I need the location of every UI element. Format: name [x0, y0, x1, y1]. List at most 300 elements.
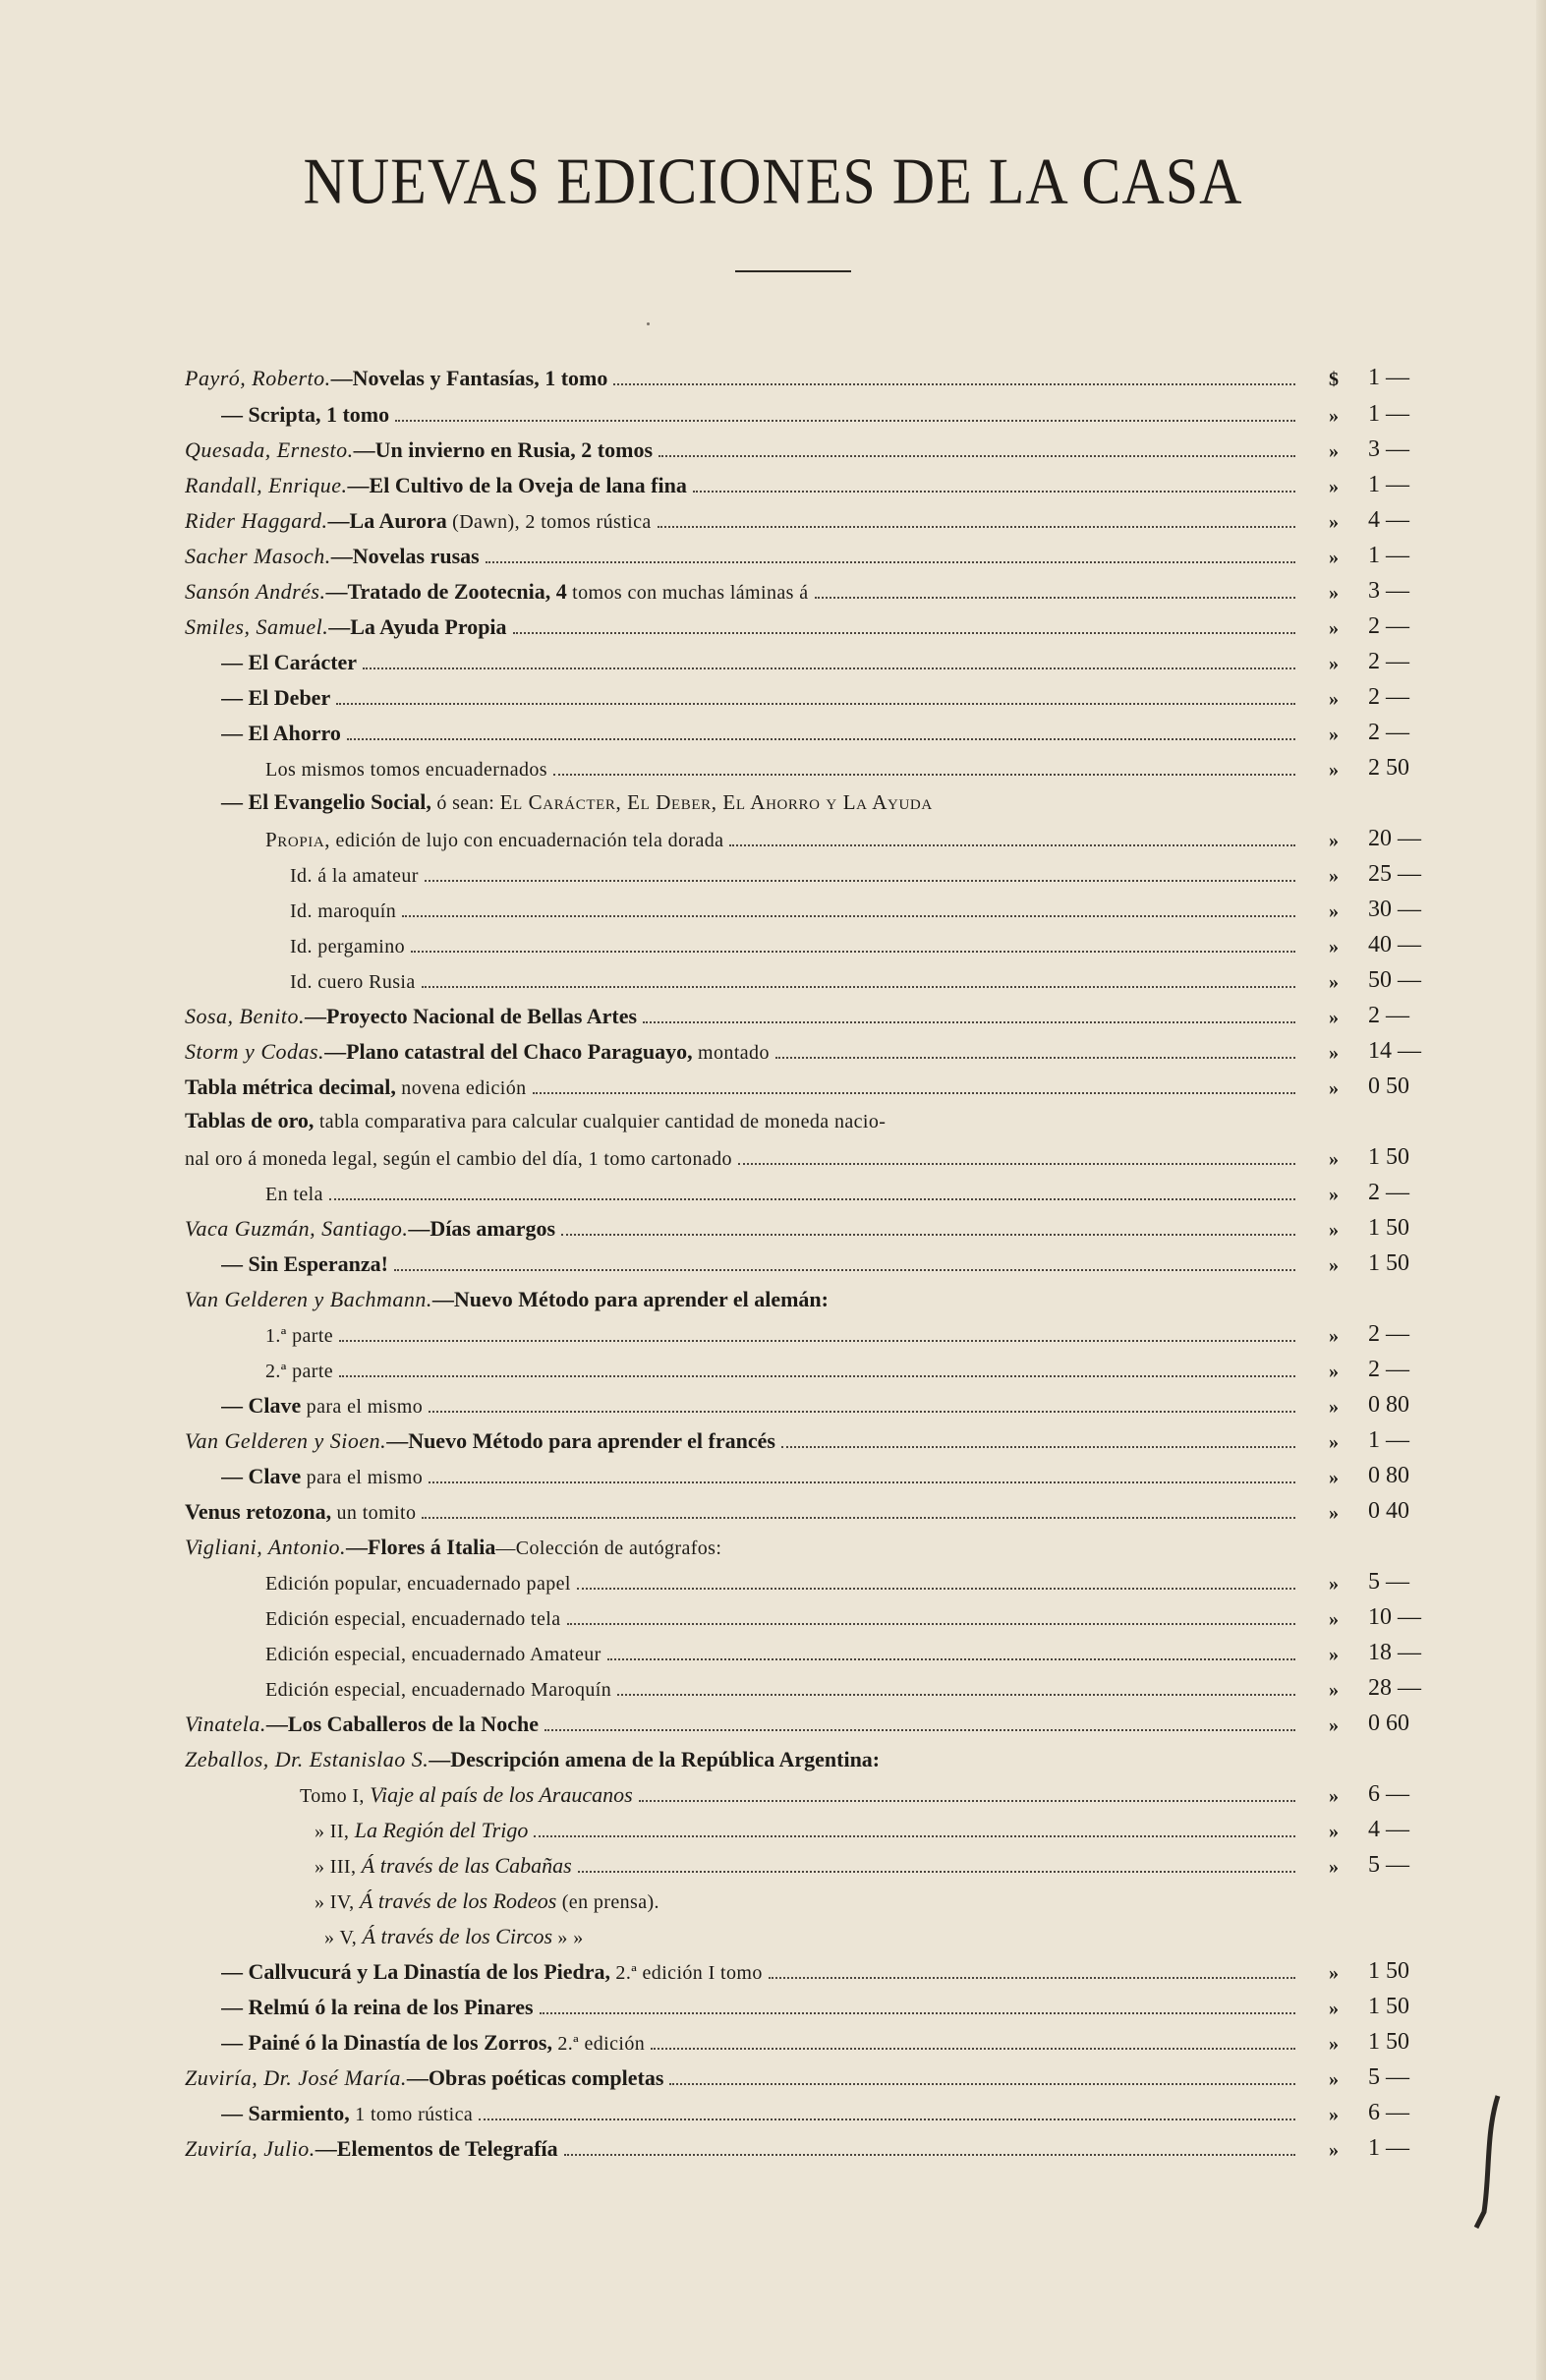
dot-leader — [402, 915, 1295, 917]
catalog-entry — [0, 1531, 1546, 1566]
catalog-entry — [0, 1177, 1546, 1212]
price: 1 — — [1368, 543, 1409, 568]
entry-description — [185, 364, 1299, 391]
entry-first-line — [185, 1108, 886, 1133]
entry-text: La Región del Trigo — [354, 1818, 529, 1842]
price: 2 — — [1368, 1321, 1409, 1347]
entry-description — [185, 1710, 1299, 1737]
entry-description — [290, 896, 1299, 923]
entry-description — [290, 966, 1299, 994]
catalog-entry — [0, 434, 1546, 469]
entry-description — [185, 471, 1299, 498]
entry-text: — Relmú ó la reina de los Pinares — [221, 1995, 534, 2019]
price: 3 — — [1368, 578, 1409, 604]
catalog-entry — [0, 717, 1546, 752]
entry-description — [221, 1957, 1299, 1985]
dot-leader — [336, 703, 1295, 705]
currency-mark: » — [1329, 617, 1339, 639]
entry-description — [221, 1391, 1299, 1419]
currency-mark: » — [1329, 1785, 1339, 1807]
catalog-entry — [0, 894, 1546, 929]
dot-leader — [411, 951, 1295, 953]
currency-mark: » — [1329, 688, 1339, 710]
price: 4 — — [1368, 507, 1409, 533]
entry-text: —Tratado de Zootecnia, 4 — [325, 579, 567, 604]
catalog-entry — [0, 1318, 1546, 1354]
catalog-entry — [0, 398, 1546, 434]
price: 1 — — [1368, 401, 1409, 427]
currency-mark: » — [1329, 1821, 1339, 1842]
currency-mark: » — [1329, 1467, 1339, 1488]
entry-text: Smiles, Samuel. — [185, 614, 329, 639]
price: 2 — — [1368, 649, 1409, 674]
entry-description — [185, 1143, 1299, 1171]
price: 1 50 — [1368, 1250, 1409, 1276]
entry-text: Id. cuero Rusia — [290, 971, 416, 993]
currency-mark: » — [1329, 2139, 1339, 2161]
entry-description — [265, 754, 1299, 782]
entry-text: — Sarmiento, — [221, 2101, 350, 2125]
entry-text: 2.ª parte — [265, 1361, 334, 1382]
entry-text: para el mismo — [301, 1396, 424, 1418]
price: 2 — — [1368, 1180, 1409, 1205]
price: 18 — — [1368, 1640, 1421, 1665]
entry-text: Vigliani, Antonio. — [185, 1535, 347, 1559]
entry-description — [185, 1426, 1299, 1454]
price: 3 — — [1368, 436, 1409, 462]
entry-text: Sansón Andrés. — [185, 579, 326, 604]
dot-leader — [544, 1729, 1295, 1731]
catalog-entry — [0, 1354, 1546, 1389]
currency-mark: » — [1329, 1856, 1339, 1878]
catalog-entry — [0, 540, 1546, 575]
dot-leader — [540, 2012, 1295, 2014]
dot-leader — [651, 2048, 1295, 2050]
price: 2 — — [1368, 1357, 1409, 1382]
dot-leader — [781, 1446, 1295, 1448]
currency-mark: » — [1329, 1998, 1339, 2019]
currency-mark: » — [1329, 1962, 1339, 1984]
currency-mark: » — [1329, 1714, 1339, 1736]
entry-text: Zeballos, Dr. Estanislao S. — [185, 1747, 429, 1771]
currency-mark: » — [1329, 653, 1339, 674]
entry-text: Zuviría, Julio. — [185, 2136, 315, 2161]
price: 1 — — [1368, 365, 1409, 390]
entry-text: Randall, Enrique. — [185, 473, 348, 497]
catalog-entry — [0, 2132, 1546, 2168]
entry-text: 1 tomo rústica — [349, 2104, 474, 2125]
entry-text: novena edición — [395, 1077, 527, 1099]
title-rule — [735, 270, 851, 272]
currency-mark: » — [1329, 2104, 1339, 2125]
price: 1 50 — [1368, 1215, 1409, 1241]
dot-leader — [769, 1977, 1295, 1979]
catalog-entry — [0, 646, 1546, 681]
entry-text: Viaje al país de los Araucanos — [370, 1782, 633, 1807]
entry-text: Storm y Codas. — [185, 1039, 325, 1064]
currency-mark: » — [1329, 900, 1339, 922]
entry-text: un tomito — [331, 1502, 417, 1524]
catalog-entry — [0, 1708, 1546, 1743]
currency-mark: » — [1329, 1573, 1339, 1595]
entry-text: —Nuevo Método para aprender el francés — [386, 1428, 775, 1453]
entry-description — [265, 1179, 1299, 1206]
catalog-entry — [0, 2026, 1546, 2061]
entry-text: Edición popular, encuadernado papel — [265, 1573, 571, 1595]
catalog-entry — [0, 1778, 1546, 1814]
entry-text: » II, — [315, 1821, 355, 1842]
entry-text: Edición especial, encuadernado Amateur — [265, 1644, 601, 1665]
entry-text: — Clave — [221, 1464, 302, 1488]
entry-text: Propia, — [265, 828, 331, 851]
entry-text: —Descripción amena de la República Argentina: — [429, 1747, 881, 1771]
entry-description — [221, 2099, 1299, 2126]
price: 10 — — [1368, 1604, 1421, 1630]
dot-leader — [329, 1198, 1295, 1200]
entry-text: —Los Caballeros de la Noche — [265, 1712, 539, 1736]
currency-mark: » — [1329, 1679, 1339, 1701]
entry-text: Á través de los Circos — [362, 1924, 553, 1948]
price: 14 — — [1368, 1038, 1421, 1064]
entry-text: Zuviría, Dr. José María. — [185, 2065, 407, 2090]
entry-text: Quesada, Ernesto. — [185, 437, 354, 462]
price: 4 — — [1368, 1817, 1409, 1842]
price: 0 80 — [1368, 1392, 1409, 1418]
catalog-entry — [0, 2061, 1546, 2097]
catalog-entry — [0, 1601, 1546, 1637]
catalog-entry — [0, 1814, 1546, 1849]
catalog-entry — [0, 362, 1546, 397]
entry-text: montado — [692, 1042, 770, 1064]
price: 2 50 — [1368, 755, 1409, 781]
entry-text: Tomo I, — [300, 1785, 371, 1807]
dot-leader — [775, 1057, 1295, 1059]
entry-text: tomos con muchas láminas á — [566, 582, 809, 604]
dot-leader — [729, 844, 1295, 846]
catalog-entry — [0, 1672, 1546, 1708]
catalog-entry — [0, 858, 1546, 894]
entry-description — [265, 1568, 1299, 1596]
dot-leader — [534, 1835, 1295, 1837]
entry-text: — Sin Esperanza! — [221, 1251, 388, 1276]
price: 2 — — [1368, 1003, 1409, 1028]
dot-leader — [578, 1871, 1295, 1873]
dot-leader — [658, 455, 1295, 457]
catalog-entry — [0, 681, 1546, 717]
dot-leader — [643, 1021, 1295, 1023]
price: 1 — — [1368, 472, 1409, 497]
entry-description — [221, 400, 1299, 428]
catalog-entry — [0, 1743, 1546, 1778]
price: 25 — — [1368, 861, 1421, 887]
price: 0 80 — [1368, 1463, 1409, 1488]
price: 5 — — [1368, 1569, 1409, 1595]
catalog-entry — [0, 1248, 1546, 1283]
entry-text: tabla comparativa para calcular cualquier cantidad de moneda nacio- — [314, 1111, 887, 1132]
currency-mark: » — [1329, 405, 1339, 427]
entry-text: —Plano catastral del Chaco Paraguayo, — [324, 1039, 693, 1064]
catalog-entry — [0, 1885, 1546, 1920]
price: 1 — — [1368, 2135, 1409, 2161]
dot-leader — [422, 986, 1295, 988]
catalog-entry — [0, 1920, 1546, 1955]
catalog-entry — [0, 964, 1546, 1000]
entry-text: para el mismo — [301, 1467, 424, 1488]
entry-description — [185, 1497, 1299, 1525]
dot-leader — [425, 880, 1295, 882]
catalog-entry — [0, 504, 1546, 540]
dot-leader — [564, 2154, 1295, 2156]
entry-text: Edición especial, encuadernado tela — [265, 1608, 561, 1630]
price: 1 — — [1368, 1427, 1409, 1453]
currency-mark: » — [1329, 1254, 1339, 1276]
dot-leader — [577, 1588, 1295, 1590]
currency-mark: » — [1329, 936, 1339, 958]
dot-leader — [617, 1694, 1295, 1696]
dot-leader — [339, 1340, 1295, 1342]
currency-mark: » — [1329, 1042, 1339, 1064]
catalog-entry — [0, 1035, 1546, 1071]
entry-text: 1.ª parte — [265, 1325, 334, 1347]
currency-mark: » — [1329, 511, 1339, 533]
currency-mark: » — [1329, 1325, 1339, 1347]
catalog-entry — [0, 752, 1546, 787]
entry-text: —Elementos de Telegrafía — [315, 2136, 558, 2161]
entry-description — [315, 1851, 1299, 1879]
price: 1 50 — [1368, 1144, 1409, 1170]
price: 40 — — [1368, 932, 1421, 958]
dot-leader — [486, 561, 1295, 563]
dot-leader — [669, 2083, 1295, 2085]
entry-text: Venus retozona, — [185, 1499, 332, 1524]
currency-mark: » — [1329, 971, 1339, 993]
entry-description — [315, 1816, 1299, 1843]
entry-text: —La Aurora — [327, 508, 447, 533]
dot-leader — [639, 1800, 1295, 1802]
entry-text: Payró, Roberto. — [185, 366, 331, 390]
catalog-entry — [0, 789, 1546, 858]
entry-description — [185, 435, 1299, 463]
catalog-entry — [0, 1212, 1546, 1248]
entry-text: (en prensa). — [556, 1891, 659, 1913]
dot-leader — [815, 597, 1295, 599]
entry-text: 2.ª edición I tomo — [610, 1962, 763, 1984]
currency-mark: » — [1329, 1431, 1339, 1453]
currency-mark: » — [1329, 1396, 1339, 1418]
catalog-entry — [0, 610, 1546, 646]
entry-text: —Flores á Italia — [346, 1535, 496, 1559]
entry-text: — El Evangelio Social, — [221, 789, 431, 814]
catalog-entry — [0, 1000, 1546, 1035]
currency-mark: » — [1329, 1608, 1339, 1630]
catalog-entry — [0, 1637, 1546, 1672]
entry-description — [265, 1639, 1299, 1666]
price: 50 — — [1368, 967, 1421, 993]
entry-text: » V, — [324, 1927, 363, 1948]
entry-description — [315, 1887, 1160, 1914]
catalog-entry — [0, 1849, 1546, 1885]
entry-text: El Carácter, El Deber, El Ahorro y La Ayuda — [499, 790, 933, 814]
dot-leader — [513, 632, 1295, 634]
entry-text: —Colección de autógrafos: — [495, 1538, 722, 1559]
entry-text: » III, — [315, 1856, 362, 1878]
entry-description — [265, 825, 1299, 852]
entry-description — [221, 683, 1299, 711]
currency-mark: » — [1329, 2033, 1339, 2055]
entry-text: —Obras poéticas completas — [406, 2065, 664, 2090]
entry-text: » » — [552, 1927, 584, 1948]
entry-text: Vinatela. — [185, 1712, 266, 1736]
catalog-entry — [0, 1495, 1546, 1531]
entry-text: Van Gelderen y Bachmann. — [185, 1287, 432, 1311]
currency-mark: $ — [1329, 369, 1339, 390]
currency-mark: » — [1329, 830, 1339, 851]
entry-text: Sacher Masoch. — [185, 544, 331, 568]
entry-text: Van Gelderen y Sioen. — [185, 1428, 387, 1453]
catalog-entry — [0, 2097, 1546, 2132]
entry-text: —Un invierno en Rusia, 2 tomos — [353, 437, 654, 462]
entry-description — [324, 1922, 1160, 1949]
currency-mark: » — [1329, 1361, 1339, 1382]
currency-mark: » — [1329, 1219, 1339, 1241]
catalog-entry — [0, 1460, 1546, 1495]
currency-mark: » — [1329, 582, 1339, 604]
entry-description — [185, 506, 1299, 534]
entry-description — [290, 931, 1299, 958]
entry-description — [221, 1462, 1299, 1489]
currency-mark: » — [1329, 724, 1339, 745]
entry-text: —El Cultivo de la Oveja de lana fina — [347, 473, 687, 497]
entry-text: —Nuevo Método para aprender el alemán: — [431, 1287, 829, 1311]
price: 1 50 — [1368, 1994, 1409, 2019]
price: 2 — — [1368, 613, 1409, 639]
price: 6 — — [1368, 1781, 1409, 1807]
dot-leader — [613, 383, 1295, 385]
entry-text: » IV, — [315, 1891, 360, 1913]
entry-description — [221, 1249, 1299, 1277]
dot-leader — [339, 1375, 1295, 1377]
catalog-entry — [0, 1991, 1546, 2026]
entry-text: Id. pergamino — [290, 936, 406, 958]
entry-text: Tabla métrica decimal, — [185, 1074, 396, 1099]
bracket-mark — [1472, 2094, 1502, 2232]
dot-leader — [607, 1658, 1295, 1660]
entry-description — [265, 1356, 1299, 1383]
entry-description — [185, 2063, 1299, 2091]
entry-text: Los mismos tomos encuadernados — [265, 759, 547, 781]
price: 2 — — [1368, 720, 1409, 745]
entry-description — [300, 1780, 1299, 1808]
price: 0 40 — [1368, 1498, 1409, 1524]
entry-text: (Dawn), 2 tomos rústica — [446, 511, 652, 533]
entry-text: —Proyecto Nacional de Bellas Artes — [305, 1004, 638, 1028]
dot-leader — [394, 1269, 1295, 1271]
dot-leader — [429, 1481, 1295, 1483]
catalog-entry — [0, 929, 1546, 964]
entry-description — [185, 1037, 1299, 1065]
entry-description — [185, 577, 1299, 605]
price: 1 50 — [1368, 2029, 1409, 2055]
dot-leader — [738, 1163, 1295, 1165]
entry-text: Edición especial, encuadernado Maroquín — [265, 1679, 612, 1701]
entry-description — [265, 1674, 1299, 1702]
entry-description — [265, 1320, 1299, 1348]
entry-text: —Novelas rusas — [330, 544, 480, 568]
catalog-entry — [0, 1108, 1546, 1177]
dot-leader — [693, 491, 1295, 493]
entry-description — [185, 1073, 1299, 1100]
price: 0 60 — [1368, 1711, 1409, 1736]
entry-text: ó sean: — [430, 792, 500, 814]
catalog-entry — [0, 1424, 1546, 1460]
dot-leader — [561, 1234, 1295, 1236]
entry-text: — Callvucurá y La Dinastía de los Piedra, — [221, 1959, 611, 1984]
currency-mark: » — [1329, 547, 1339, 568]
price: 1 50 — [1368, 1958, 1409, 1984]
dot-leader — [347, 738, 1295, 740]
entry-description — [185, 2134, 1299, 2162]
entry-text: En tela — [265, 1184, 323, 1205]
catalog-entry — [0, 1389, 1546, 1424]
entry-text: Rider Haggard. — [185, 508, 328, 533]
entry-text: Sosa, Benito. — [185, 1004, 305, 1028]
dot-leader — [479, 2119, 1295, 2120]
currency-mark: » — [1329, 1007, 1339, 1028]
page-title: NUEVAS EDICIONES DE LA CASA — [303, 144, 1243, 217]
entry-description — [265, 1603, 1299, 1631]
price: 20 — — [1368, 826, 1421, 851]
catalog-entry — [0, 469, 1546, 504]
entry-description — [185, 1002, 1299, 1029]
price: 6 — — [1368, 2100, 1409, 2125]
catalog-entry — [0, 1071, 1546, 1106]
price: 28 — — [1368, 1675, 1421, 1701]
dot-leader — [429, 1411, 1295, 1413]
dot-leader — [363, 668, 1295, 669]
dot-leader — [422, 1517, 1295, 1519]
entry-text: Id. maroquín — [290, 900, 397, 922]
price: 5 — — [1368, 2064, 1409, 2090]
entry-description — [290, 860, 1299, 888]
dot-leader — [553, 774, 1295, 776]
catalog-entry — [0, 1955, 1546, 1991]
dot-leader — [658, 526, 1295, 528]
entry-description — [185, 1214, 1299, 1242]
entry-text: nal oro á moneda legal, según el cambio del día, 1 tomo cartonado — [185, 1148, 732, 1170]
entry-description — [221, 2028, 1299, 2056]
currency-mark: » — [1329, 759, 1339, 781]
currency-mark: » — [1329, 1184, 1339, 1205]
catalog-entry — [0, 575, 1546, 610]
entry-description — [185, 612, 1299, 640]
price: 5 — — [1368, 1852, 1409, 1878]
price: 30 — — [1368, 897, 1421, 922]
entry-text: Á través de las Cabañas — [361, 1853, 572, 1878]
entry-text: — Painé ó la Dinastía de los Zorros, — [221, 2030, 552, 2055]
entry-description — [185, 1745, 1160, 1772]
entry-text: —Días amargos — [408, 1216, 556, 1241]
entry-first-line — [221, 789, 933, 815]
ornament-dot — [647, 322, 650, 325]
entry-text: — El Deber — [221, 685, 331, 710]
entry-text: —La Ayuda Propia — [328, 614, 507, 639]
entry-description — [185, 542, 1299, 569]
entry-text: — Clave — [221, 1393, 302, 1418]
catalog-entry — [0, 1283, 1546, 1318]
currency-mark: » — [1329, 1644, 1339, 1665]
currency-mark: » — [1329, 1502, 1339, 1524]
price: 2 — — [1368, 684, 1409, 710]
